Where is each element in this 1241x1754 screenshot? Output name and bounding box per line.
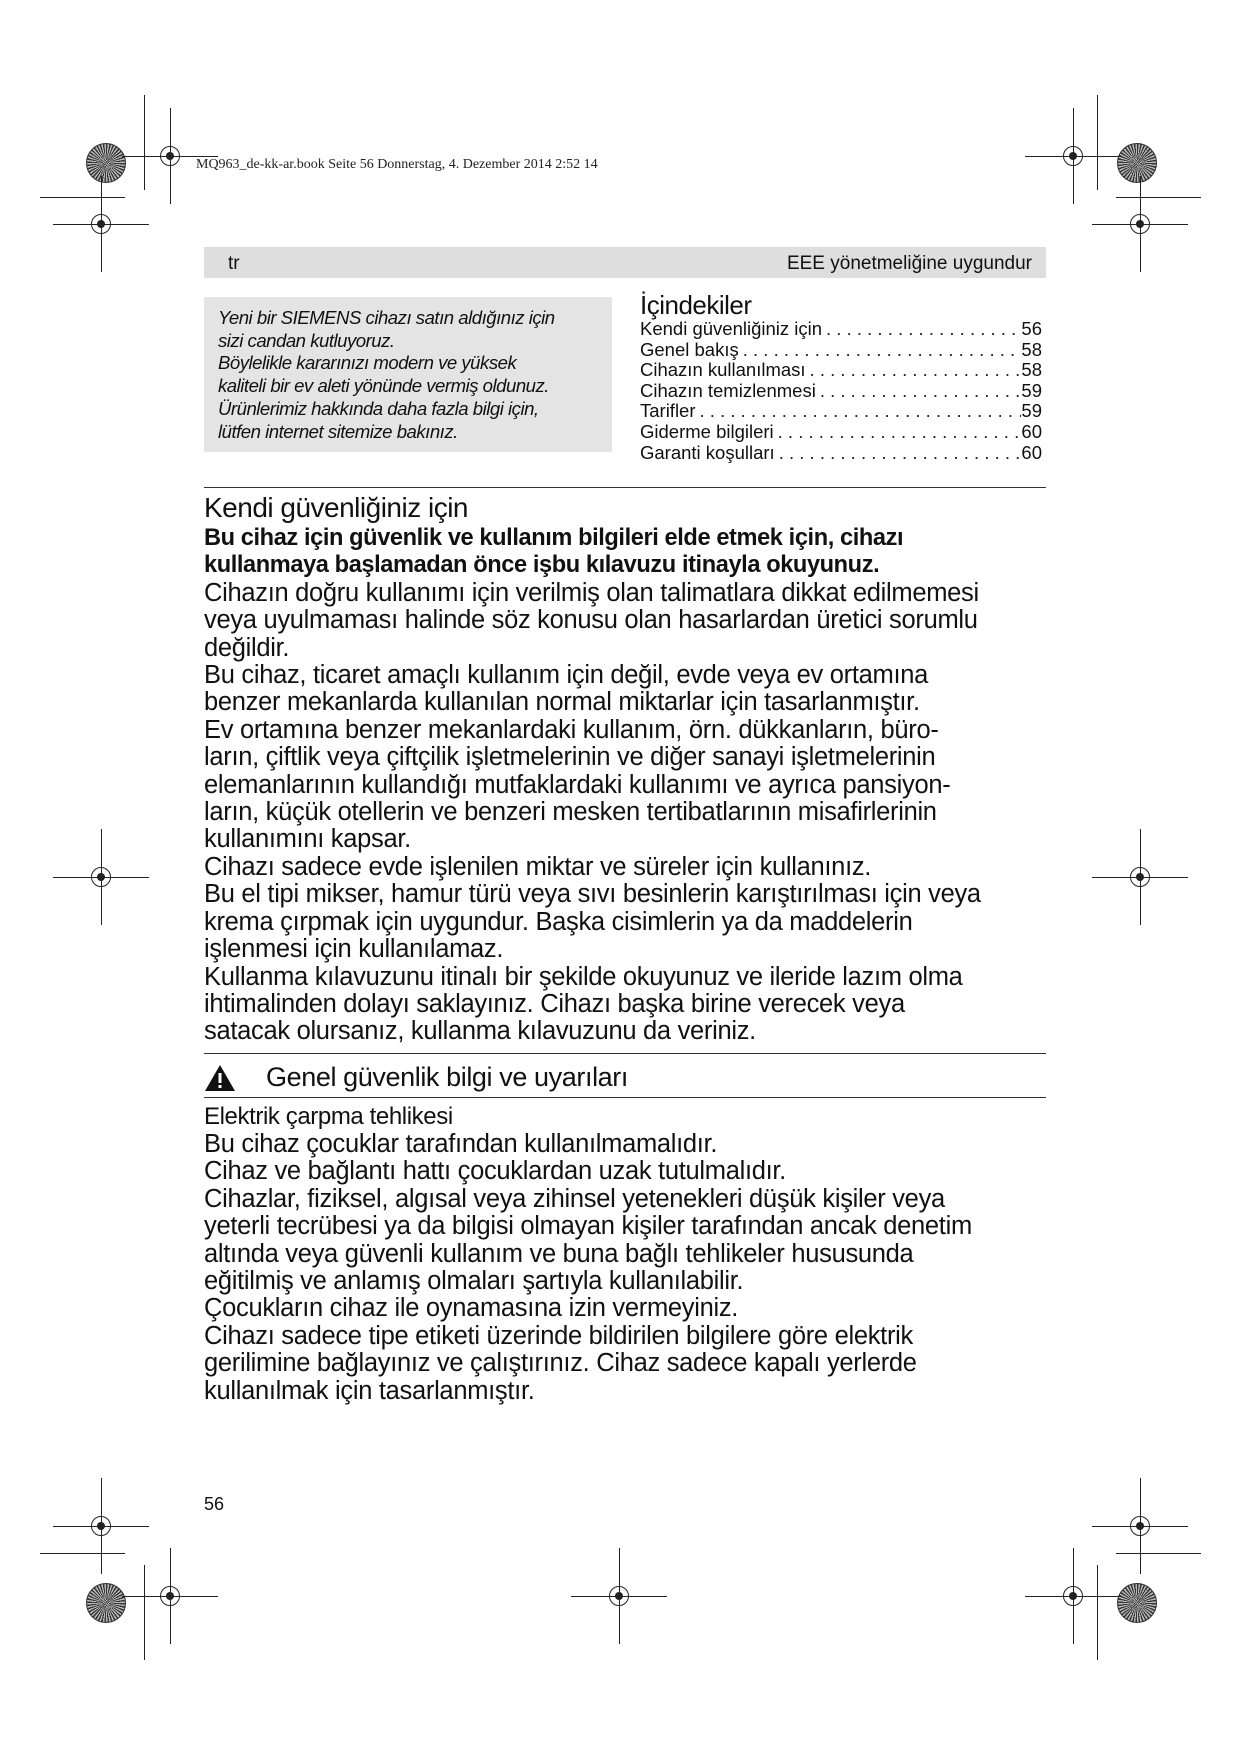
toc-item-title: Genel bakış [640, 338, 739, 360]
safety-line: Cihazın doğru kullanımı için verilmiş olan talimatlara dikkat edilmemesi [204, 578, 979, 607]
toc-leader [816, 381, 1022, 402]
page-number: 56 [204, 1494, 225, 1514]
toc-leader [774, 422, 1022, 443]
section-heading: Kendi güvenliğiniz için [204, 492, 469, 523]
warning-icon [204, 1064, 236, 1092]
toc-item-title: Cihazın kullanılması [640, 359, 806, 381]
warning-heading [204, 1060, 1046, 1096]
toc-leader [696, 401, 1022, 422]
toc-leader [822, 319, 1021, 340]
safety-line: Cihazı sadece evde işlenilen miktar ve süreler için kullanınız. [204, 852, 872, 881]
intro-line: kaliteli bir ev aleti yönünde vermiş oldunuz. [218, 375, 549, 397]
book-info: MQ963_de-kk-ar.book Seite 56 Donnerstag, 4. Dezember 2014 2:52 14 [196, 157, 598, 172]
intro-line: Yeni bir SIEMENS cihazı satın aldığınız için [218, 307, 555, 328]
toc-item[interactable] [640, 360, 1042, 381]
general-line: Cihazı sadece tipe etiketi üzerinde bildirilen bilgilere göre elektrik [204, 1321, 913, 1350]
intro-box [204, 297, 612, 452]
safety-line: veya uyulmaması halinde söz konusu olan hasarlardan üretici sorumlu [204, 606, 978, 635]
toc-item[interactable] [640, 381, 1042, 402]
crop-line [1097, 95, 1098, 190]
intro-line: Ürünlerimiz hakkında daha fazla bilgi için, [218, 397, 539, 419]
safety-line: ların, çiftlik veya çiftçilik işletmelerinin ve diğer sanayi işletmelerinin [204, 743, 936, 772]
regulation-note: EEE yönetmeliğine uygundur [786, 253, 1032, 274]
safety-line: benzer mekanlarda kullanılan normal miktarlar için tasarlanmıştır. [204, 688, 920, 717]
color-wheel-icon [1117, 143, 1157, 183]
intro-line: sizi candan kutluyoruz. [218, 329, 395, 351]
general-line: gerilimine bağlayınız ve çalıştırınız. Cihaz sadece kapalı yerlerde [204, 1349, 917, 1378]
intro-line: Böylelikle kararınızı modern ve yüksek [218, 352, 517, 374]
toc-item-title: Garanti koşulları [640, 441, 775, 463]
general-line: Cihazlar, fiziksel, algısal veya zihinsel yetenekleri düşük kişiler veya [204, 1184, 945, 1213]
safety-line: Ev ortamına benzer mekanlardaki kullanım, örn. dükkanların, büro- [204, 715, 939, 744]
safety-line: satacak olursanız, kullanma kılavuzunu da veriniz. [204, 1017, 756, 1046]
toc-item-title: Kendi güvenliğiniz için [640, 318, 823, 339]
safety-line: kullanımını kapsar. [204, 825, 411, 854]
toc-item[interactable] [640, 443, 1042, 464]
header-bar [204, 247, 1046, 278]
language-code: tr [228, 253, 240, 274]
safety-line: krema çırpmak için uygundur. Başka cisimlerin ya da maddelerin [204, 907, 913, 936]
toc-item-page: 60 [1021, 420, 1042, 442]
crop-line [144, 95, 145, 190]
toc-item-page: 59 [1021, 379, 1042, 401]
section-divider [204, 1053, 1046, 1054]
toc-item-title: Tarifler [640, 400, 696, 422]
toc-item-title: Cihazın temizlenmesi [640, 379, 816, 401]
safety-line: elemanlarının kullandığı mutfaklardaki kullanımı ve ayrıca pansiyon- [204, 770, 951, 799]
safety-line: işlenmesi için kullanılamaz. [204, 935, 504, 964]
general-line: yeterli tecrübesi ya da bilgisi olmayan kişiler tarafından ancak denetim [204, 1212, 972, 1241]
toc-item[interactable] [640, 422, 1042, 443]
safety-line: değildir. [204, 633, 290, 662]
toc-item-page: 58 [1021, 359, 1042, 381]
general-line: Cihaz ve bağlantı hattı çocuklardan uzak tutulmalıdır. [204, 1157, 786, 1186]
crop-line [1097, 1565, 1098, 1660]
safety-bold-line: Bu cihaz için güvenlik ve kullanım bilgileri elde etmek için, cihazı [204, 525, 904, 551]
safety-line: Kullanma kılavuzunu itinalı bir şekilde okuyunuz ve ileride lazım olma [204, 962, 963, 991]
toc-item[interactable] [640, 401, 1042, 422]
color-wheel-icon [1117, 1583, 1157, 1623]
section-divider [204, 1097, 1046, 1098]
general-line: Bu cihaz çocuklar tarafından kullanılmamalıdır. [204, 1130, 718, 1158]
toc-item-title: Giderme bilgileri [640, 420, 774, 442]
toc-item-page: 60 [1021, 441, 1042, 463]
general-line: eğitilmiş ve anlamış olmaları şartıyla kullanılabilir. [204, 1267, 744, 1296]
crop-line [144, 1565, 145, 1660]
toc-item[interactable] [640, 319, 1042, 340]
safety-bold-line: kullanmaya başlamadan önce işbu kılavuzu itinayla okuyunuz. [204, 552, 880, 579]
section-divider [204, 487, 1046, 488]
safety-line: Bu cihaz, ticaret amaçlı kullanım için değil, evde veya ev ortamına [204, 661, 928, 690]
intro-line: lütfen internet sitemize bakınız. [218, 420, 458, 442]
toc-leader [806, 360, 1022, 381]
safety-line: Bu el tipi mikser, hamur türü veya sıvı besinlerin karıştırılması için veya [204, 880, 981, 909]
safety-text [204, 525, 1064, 1046]
table-of-contents [640, 319, 1042, 463]
crop-line [1116, 1553, 1201, 1554]
general-line: altında veya güvenli kullanım ve buna bağlı tehlikeler hususunda [204, 1239, 914, 1268]
toc-leader [775, 443, 1022, 464]
crop-line [40, 197, 125, 198]
general-text [204, 1131, 1064, 1405]
toc-item-page: 56 [1021, 318, 1042, 339]
color-wheel-icon [86, 143, 126, 183]
subheading: Elektrik çarpma tehlikesi [204, 1103, 453, 1130]
toc-item-page: 58 [1021, 338, 1042, 360]
crop-line [1116, 197, 1201, 198]
toc-item[interactable] [640, 340, 1042, 361]
safety-line: ların, küçük otellerin ve benzeri mesken tertibatlarının misafirlerinin [204, 798, 937, 827]
toc-item-page: 59 [1021, 400, 1042, 422]
section-heading: Genel güvenlik bilgi ve uyarıları [266, 1062, 628, 1092]
general-line: kullanılmak için tasarlanmıştır. [204, 1376, 535, 1405]
crop-line [40, 1553, 125, 1554]
toc-title: İçindekiler [640, 290, 752, 320]
color-wheel-icon [86, 1583, 126, 1623]
general-line: Çocukların cihaz ile oynamasına izin vermeyiniz. [204, 1294, 739, 1323]
toc-leader [739, 340, 1022, 361]
safety-line: ihtimalinden dolayı saklayınız. Cihazı başka birine verecek veya [204, 989, 905, 1018]
